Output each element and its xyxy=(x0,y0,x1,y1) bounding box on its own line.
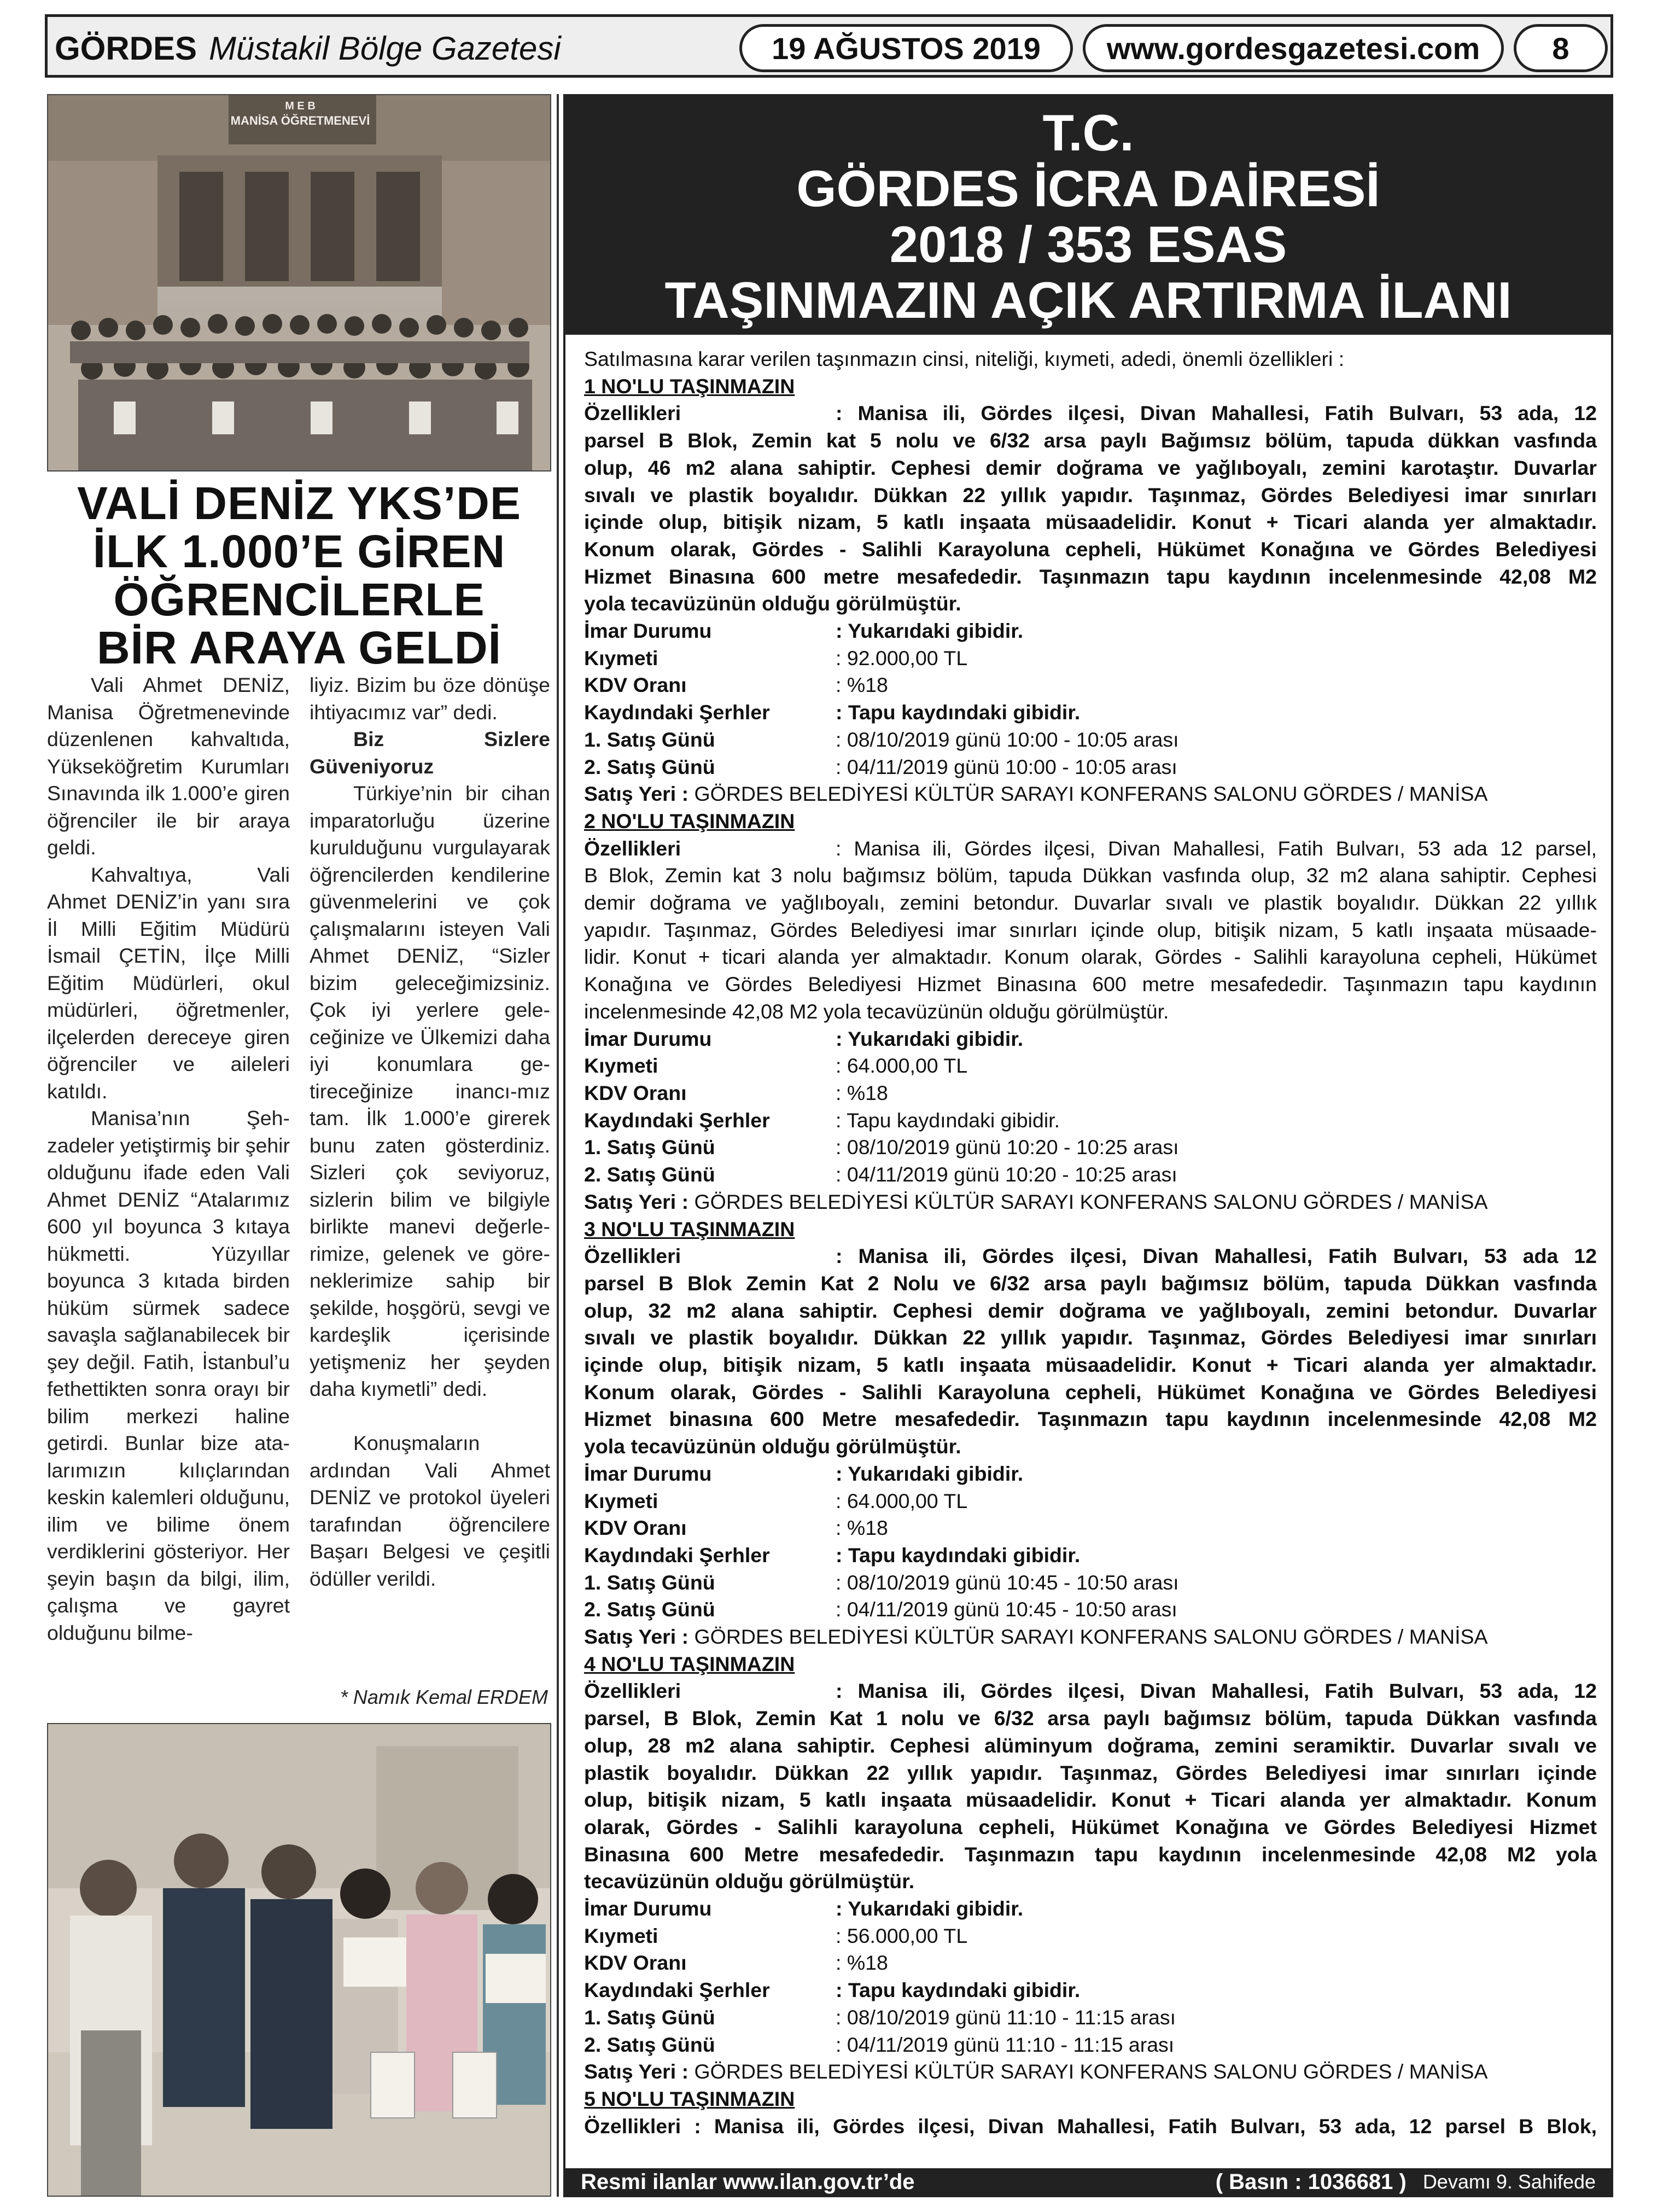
headline-line-2: İLK 1.000’E GİREN xyxy=(92,526,506,577)
article-photo-top xyxy=(47,94,551,471)
property-features-line: olup, bitişik nizam, 5 katlı inşaata müsaadelidir. Konut + Ticari alanda yer almaktadır. Konum xyxy=(584,1788,1597,1812)
property-features-line: olup, 32 m2 alana sahiptir. Cephesi demir doğrama ve yağlıboyalı, zemini betondur. Duvarlar xyxy=(584,1299,1597,1322)
sale-date-2-row-value: : 04/11/2019 günü 11:10 - 11:15 arası xyxy=(836,2033,1175,2056)
article-subheading-2: Güveniyoruz xyxy=(310,754,434,778)
notice-title-line-1: T.C. xyxy=(1042,104,1134,161)
page-number: 8 xyxy=(1514,24,1608,72)
property-title: 4 NO'LU TAŞINMAZIN xyxy=(584,1652,795,1675)
property-features-line: içinde olup, bitişik nizam, 5 katlı inşaata müsaadelidir. Konut + Ticari alanda yer almaktadır. xyxy=(584,510,1597,534)
vat-row-value: : %18 xyxy=(836,673,888,697)
sale-date-2-row xyxy=(584,754,1597,781)
property-features-line: B Blok, Zemin kat 3 nolu bağımsız bölüm, tapuda Dükkan vasfında olup, 32 m2 alana sahiptir. Cephesi xyxy=(584,864,1597,887)
features-text: : Manisa ili, Gördes ilçesi, Divan Mahallesi, Fatih Bulvarı, 53 ada 12 parsel, xyxy=(836,836,1597,860)
value-row-label: Kıymeti xyxy=(584,1489,658,1512)
annotation-row-value: : Tapu kaydındaki gibidir. xyxy=(836,701,1081,724)
vat-row-value: : %18 xyxy=(836,1516,888,1540)
sale-place-value: GÖRDES BELEDİYESİ KÜLTÜR SARAYI KONFERANS SALONU GÖRDES / MANİSA xyxy=(694,782,1488,806)
annotation-row-label: Kaydındaki Şerhler xyxy=(584,1108,770,1132)
sale-place-row xyxy=(584,2058,1597,2086)
sale-place-row xyxy=(584,1189,1597,1216)
sale-date-1-row-value: : 08/10/2019 günü 10:45 - 10:50 arası xyxy=(836,1570,1179,1594)
sale-date-1-row xyxy=(584,726,1597,754)
property-features-line: yapıdır. Taşınmaz, Gördes Belediyesi imar sınırları içinde olup, bitişik nizam, 5 katlı inşaata müsaade- xyxy=(584,918,1597,941)
article-paragraph: liyiz. Bizim bu öze dönüşe ihtiyacımız var” dedi. xyxy=(310,673,550,724)
property-features-line: sıvalı ve plastik boyalıdır. Dükkan 22 yıllık yapıdır. Taşınmaz, Gördes Belediyesi imar sınırları xyxy=(584,1326,1597,1349)
sale-date-1-row-value: : 08/10/2019 günü 10:20 - 10:25 arası xyxy=(836,1136,1179,1159)
sale-date-2-row-value: : 04/11/2019 günü 10:20 - 10:25 arası xyxy=(836,1163,1177,1186)
annotation-row-value: : Tapu kaydındaki gibidir. xyxy=(836,1978,1081,2002)
zoning-row xyxy=(584,1026,1597,1053)
features-label: Özellikleri xyxy=(584,401,681,425)
sale-place-label: Satış Yeri : xyxy=(584,782,689,806)
zoning-row-label: İmar Durumu xyxy=(584,619,712,643)
issue-date: 19 AĞUSTOS 2019 xyxy=(739,24,1073,72)
property-features-line xyxy=(584,835,1597,863)
legal-notice-title xyxy=(565,96,1611,335)
annotation-row xyxy=(584,1107,1597,1134)
property-features-line: parsel, B Blok, Zemin Kat 1 nolu ve 6/32 arsa paylı bağımsız bölüm, tapuda Dükkan vasfında xyxy=(584,1707,1597,1730)
sale-date-1-row xyxy=(584,1134,1597,1161)
vat-row-value: : %18 xyxy=(836,1951,888,1975)
property-features-line: Konağına ve Gördes Belediyesi Hizmet Binasına 600 metre mesafededir. Taşınmazın tapu kaydının xyxy=(584,973,1597,996)
sale-place-value: GÖRDES BELEDİYESİ KÜLTÜR SARAYI KONFERANS SALONU GÖRDES / MANİSA xyxy=(694,1625,1488,1649)
annotation-row xyxy=(584,1977,1597,2004)
vat-row xyxy=(584,672,1597,699)
vat-row xyxy=(584,1515,1597,1542)
article-column-1 xyxy=(47,672,290,1646)
sale-date-2-row xyxy=(584,2031,1597,2059)
value-row xyxy=(584,1052,1597,1080)
sale-date-1-row-label: 1. Satış Günü xyxy=(584,2005,715,2029)
vat-row-value: : %18 xyxy=(836,1081,888,1104)
property-features-line xyxy=(584,400,1597,427)
property-title: 3 NO'LU TAŞINMAZIN xyxy=(584,1217,795,1241)
value-row-value: : 92.000,00 TL xyxy=(836,646,968,670)
zoning-row-label: İmar Durumu xyxy=(584,1462,712,1485)
notice-title-line-4: TAŞINMAZIN AÇIK ARTIRMA İLANI xyxy=(664,271,1512,329)
notice-title-line-2: GÖRDES İCRA DAİRESİ xyxy=(796,160,1380,217)
article-paragraph: Kahvaltıya, Vali Ahmet DENİZ’in yanı sıra İl Milli Eğitim Müdürü İsmail ÇETİN, İlçe Milli Eğitim Müdürleri, okul müdürleri, öğretmenler, ilçelerden dereceye giren öğrenciler ve aileleri katıldı. xyxy=(47,863,290,1103)
zoning-row xyxy=(584,1895,1597,1923)
property-features-line: Özellikleri : Manisa ili, Gördes ilçesi, Divan Mahallesi, Fatih Bulvarı, 53 ada, 12 parsel B Blok, xyxy=(584,2114,1597,2138)
features-text: : Manisa ili, Gördes ilçesi, Divan Mahallesi, Fatih Bulvarı, 53 ada, 12 xyxy=(836,1679,1597,1703)
property-features-line: Binasına 600 Metre mesafededir. Taşınmazın tapu kaydının incelenmesinde 42,08 M2 yola xyxy=(584,1842,1597,1866)
newspaper-name-bold: GÖRDES xyxy=(55,30,197,67)
column-divider xyxy=(557,94,559,2197)
notice-footer-bar xyxy=(565,2168,1611,2196)
property-title: 2 NO'LU TAŞINMAZIN xyxy=(584,809,795,833)
zoning-row-value: : Yukarıdaki gibidir. xyxy=(836,1027,1024,1050)
property-features-line: sıvalı ve plastik boyalıdır. Dükkan 22 yıllık yapıdır. Taşınmaz, Gördes Belediyesi imar sınırları xyxy=(584,483,1597,507)
sale-date-2-row xyxy=(584,1161,1597,1189)
zoning-row-label: İmar Durumu xyxy=(584,1027,712,1050)
property-features-line: olarak, Gördes - Salihli karayoluna cepheli, Hükümet Konağına ve Gördes Belediyesi Hizmet xyxy=(584,1815,1597,1838)
article-paragraph: Vali Ahmet DENİZ, Manisa Öğretmenevinde düzenlenen kahvaltıda, Yükseköğretim Kurumları Sınavında ilk 1.000’e giren öğrenciler ile bir araya geldi. xyxy=(47,673,290,859)
vat-row-label: KDV Oranı xyxy=(584,1516,687,1540)
property-features-line xyxy=(584,1243,1597,1270)
sale-place-row xyxy=(584,1623,1597,1651)
annotation-row-label: Kaydındaki Şerhler xyxy=(584,1543,770,1567)
article-headline xyxy=(47,479,551,672)
sale-date-1-row-value: : 08/10/2019 günü 11:10 - 11:15 arası xyxy=(836,2005,1176,2029)
zoning-row-label: İmar Durumu xyxy=(584,1897,712,1920)
article-photo-bottom xyxy=(47,1723,551,2197)
sale-date-2-row-label: 2. Satış Günü xyxy=(584,1163,715,1186)
value-row-label: Kıymeti xyxy=(584,646,658,670)
annotation-row-value: : Tapu kaydındaki gibidir. xyxy=(836,1108,1060,1132)
property-features-line: plastik boyalıdır. Dükkan 22 yıllık yapıdır. Taşınmaz, Gördes Belediyesi imar sınırları içinde xyxy=(584,1761,1597,1784)
group-photo-image xyxy=(48,95,551,471)
sale-date-1-row-value: : 08/10/2019 günü 10:00 - 10:05 arası xyxy=(836,727,1179,751)
article-spacer xyxy=(310,1403,550,1430)
newspaper-name-rest: Müstakil Bölge Gazetesi xyxy=(209,30,561,67)
article-subheading-1: Biz Sizlere xyxy=(353,727,550,750)
value-row xyxy=(584,1488,1597,1515)
property-features-line: tecavüzünün olduğu görülmüştür. xyxy=(584,1870,915,1893)
property-title: 5 NO'LU TAŞINMAZIN xyxy=(584,2087,795,2110)
footer-official-ads[interactable]: Resmi ilanlar www.ilan.gov.tr’de xyxy=(581,2169,915,2194)
property-features-line: Konum olarak, Gördes - Salihli Karayoluna cepheli, Hükümet Konağına ve Gördes Belediyesi xyxy=(584,1380,1597,1404)
value-row-value: : 56.000,00 TL xyxy=(836,1924,968,1947)
zoning-row-value: : Yukarıdaki gibidir. xyxy=(836,1897,1024,1920)
sale-date-1-row-label: 1. Satış Günü xyxy=(584,727,715,751)
value-row-value: : 64.000,00 TL xyxy=(836,1054,968,1078)
article-paragraph: Konuşmaların ardından Vali Ahmet DENİZ ve protokol üyeleri tarafından öğrencilere Başarı Belgesi ve çeşitli ödüller verildi. xyxy=(310,1431,550,1590)
value-row-label: Kıymeti xyxy=(584,1924,658,1947)
article-paragraph: Manisa’nın Şehzadeler yetiştirmiş bir şehir olduğunu ifade eden Vali Ahmet DENİZ “Atalarımız 600 yıl boyunca 3 kıtaya hükmetti. Yüzyıllar boyunca 3 kıtada birden hüküm sürmek sadece savaşla sağlanabilecek bir şey değil. Fatih, İstanbul’u fethettikten sonra orayı bir bilim merkezi haline getirdi. Bunlar bize atalarımızın kılıçlarından keskin kalemleri olduğunu, ilim ve bilime önem verdiklerini gösteriyor. Her şeyin başın da bilgi, ilim, çalışma ve gayret olduğunu bilme- xyxy=(47,1107,290,1644)
property-features-line: olup, 46 m2 alana sahiptir. Cephesi demir doğrama ve yağlıboyalı, zemini karotaştır. Duvarlar xyxy=(584,456,1597,479)
vat-row-label: KDV Oranı xyxy=(584,1951,687,1975)
annotation-row xyxy=(584,699,1597,726)
annotation-row xyxy=(584,1542,1597,1569)
sale-date-1-row-label: 1. Satış Günü xyxy=(584,1136,715,1159)
sale-place-label: Satış Yeri : xyxy=(584,1190,689,1213)
property-features-line xyxy=(584,1678,1597,1705)
sale-date-2-row-label: 2. Satış Günü xyxy=(584,755,715,778)
property-features-line: lidir. Konut + ticari alanda yer almaktadır. Konum olarak, Gördes - Salihli karayoluna cepheli, Hükümet xyxy=(584,945,1597,969)
sale-date-2-row-value: : 04/11/2019 günü 10:45 - 10:50 arası xyxy=(836,1598,1177,1621)
sale-date-2-row-label: 2. Satış Günü xyxy=(584,2033,715,2056)
sale-date-1-row-label: 1. Satış Günü xyxy=(584,1570,715,1594)
value-row-value: : 64.000,00 TL xyxy=(836,1489,968,1512)
sale-date-2-row xyxy=(584,1596,1597,1623)
property-features-line: incelenmesinde 42,08 M2 yola tecavüzünün olduğu görülmüştür. xyxy=(584,999,1169,1023)
annotation-row-label: Kaydındaki Şerhler xyxy=(584,1978,770,2002)
value-row-label: Kıymeti xyxy=(584,1054,658,1078)
article-byline: * Namık Kemal ERDEM xyxy=(340,1686,548,1708)
notice-intro: Satılmasına karar verilen taşınmazın cinsi, niteliği, kıymeti, adedi, önemli özellikleri : xyxy=(584,347,1345,370)
annotation-row-value: : Tapu kaydındaki gibidir. xyxy=(836,1543,1081,1567)
sale-date-1-row xyxy=(584,1569,1597,1597)
sale-place-value: GÖRDES BELEDİYESİ KÜLTÜR SARAYI KONFERANS SALONU GÖRDES / MANİSA xyxy=(694,1190,1488,1213)
property-title: 1 NO'LU TAŞINMAZIN xyxy=(584,374,795,398)
award-photo-image xyxy=(48,1724,551,2197)
features-label: Özellikleri xyxy=(584,1244,681,1268)
sale-date-2-row-label: 2. Satış Günü xyxy=(584,1598,715,1621)
footer-press-code: ( Basın : 1036681 ) xyxy=(1215,2169,1407,2194)
property-features-line: Konum olarak, Gördes - Salihli Karayoluna cepheli, Hükümet Konağına ve Gördes Belediyesi xyxy=(584,537,1597,561)
property-features-line: Hizmet Binasına 600 metre mesafededir. Taşınmazın tapu kaydının incelenmesinde 42,08 M2 xyxy=(584,564,1597,588)
headline-line-4: BİR ARAYA GELDİ xyxy=(96,622,502,673)
newspaper-name xyxy=(55,24,727,72)
sale-place-label: Satış Yeri : xyxy=(584,1625,689,1649)
zoning-row-value: : Yukarıdaki gibidir. xyxy=(836,619,1024,643)
features-text: : Manisa ili, Gördes ilçesi, Divan Mahallesi, Fatih Bulvarı, 53 ada 12 xyxy=(836,1244,1597,1268)
features-text: : Manisa ili, Gördes ilçesi, Divan Mahallesi, Fatih Bulvarı, 53 ada, 12 xyxy=(836,401,1597,425)
zoning-row xyxy=(584,1460,1597,1488)
sale-place-value: GÖRDES BELEDİYESİ KÜLTÜR SARAYI KONFERANS SALONU GÖRDES / MANİSA xyxy=(694,2060,1488,2083)
article-column-2 xyxy=(310,672,550,1592)
notice-title-line-3: 2018 / 353 ESAS xyxy=(889,216,1287,273)
sale-date-1-row xyxy=(584,2004,1597,2031)
features-label: Özellikleri xyxy=(584,836,681,860)
sale-place-label: Satış Yeri : xyxy=(584,2060,689,2083)
website-link[interactable]: www.gordesgazetesi.com xyxy=(1083,24,1504,72)
property-features-line: yola tecavüzünün olduğu görülmüştür. xyxy=(584,1435,961,1458)
property-features-line: parsel B Blok, Zemin kat 5 nolu ve 6/32 arsa paylı Bağımsız bölüm, tapuda dükkan vasfında xyxy=(584,429,1597,452)
headline-line-1: VALİ DENİZ YKS’DE xyxy=(77,478,521,529)
vat-row-label: KDV Oranı xyxy=(584,673,687,697)
sale-date-2-row-value: : 04/11/2019 günü 10:00 - 10:05 arası xyxy=(836,755,1177,778)
features-label: Özellikleri xyxy=(584,1679,681,1703)
vat-row xyxy=(584,1949,1597,1977)
legal-notice-body xyxy=(584,346,1597,2140)
property-features-line: Hizmet binasına 600 Metre mesafededir. Taşınmazın tapu kaydının incelenmesinde 42,08 M2 xyxy=(584,1407,1597,1431)
vat-row-label: KDV Oranı xyxy=(584,1081,687,1104)
building-sign-1: M E B xyxy=(285,100,316,112)
sale-place-row xyxy=(584,781,1597,808)
property-features-line: yola tecavüzünün olduğu görülmüştür. xyxy=(584,592,961,615)
property-features-line: parsel B Blok Zemin Kat 2 Nolu ve 6/32 arsa paylı bağımsız bölüm, tapuda Dükkan vasfında xyxy=(584,1271,1597,1295)
property-features-line: demir doğrama ve yağlıboyalı, zemini betondur. Duvarlar sıvalı ve plastik boyalıdır. Dükkan 22 yıllık xyxy=(584,891,1597,915)
value-row xyxy=(584,645,1597,672)
vat-row xyxy=(584,1080,1597,1107)
annotation-row-label: Kaydındaki Şerhler xyxy=(584,701,770,724)
building-sign-2: MANİSA ÖĞRETMENEVİ xyxy=(230,114,370,127)
zoning-row-value: : Yukarıdaki gibidir. xyxy=(836,1462,1024,1485)
property-features-line: olup, 28 m2 alana sahiptir. Cephesi alüminyum doğrama, zemini seramiktir. Duvarlar sıvalı ve xyxy=(584,1733,1597,1757)
article-paragraph: Türkiye’nin bir cihan imparatorluğu üzerine kurulduğunu vurgulayarak öğrencilerden kendilerine güvenmelerini ve çok çalışmalarını isteyen Vali Ahmet DENİZ, “Sizler bizim geleceğimizsiniz. Çok iyi yerlere geleceğinize ve Ülkemizi daha iyi konumlara getireceğinize inancı-mız tam. İlk 1.000’e girerek bunu zaten gösterdiniz. Sizleri çok seviyoruz, sizlerin bilim ve bilgiyle birlikte manevi değerlerimize, gelenek ve göreneklerimize sahip bir şekilde, hoşgörü, sevgi ve kardeşlik içerisinde yetişmeniz her şeyden daha kıymetli” dedi. xyxy=(310,782,550,1400)
value-row xyxy=(584,1923,1597,1950)
footer-continued: Devamı 9. Sahifede xyxy=(1422,2170,1596,2193)
headline-line-3: ÖĞRENCİLERLE xyxy=(113,574,485,625)
property-features-line: içinde olup, bitişik nizam, 5 katlı inşaata müsaadelidir. Konut + Ticari alanda yer almaktadır. xyxy=(584,1353,1597,1377)
zoning-row xyxy=(584,618,1597,645)
